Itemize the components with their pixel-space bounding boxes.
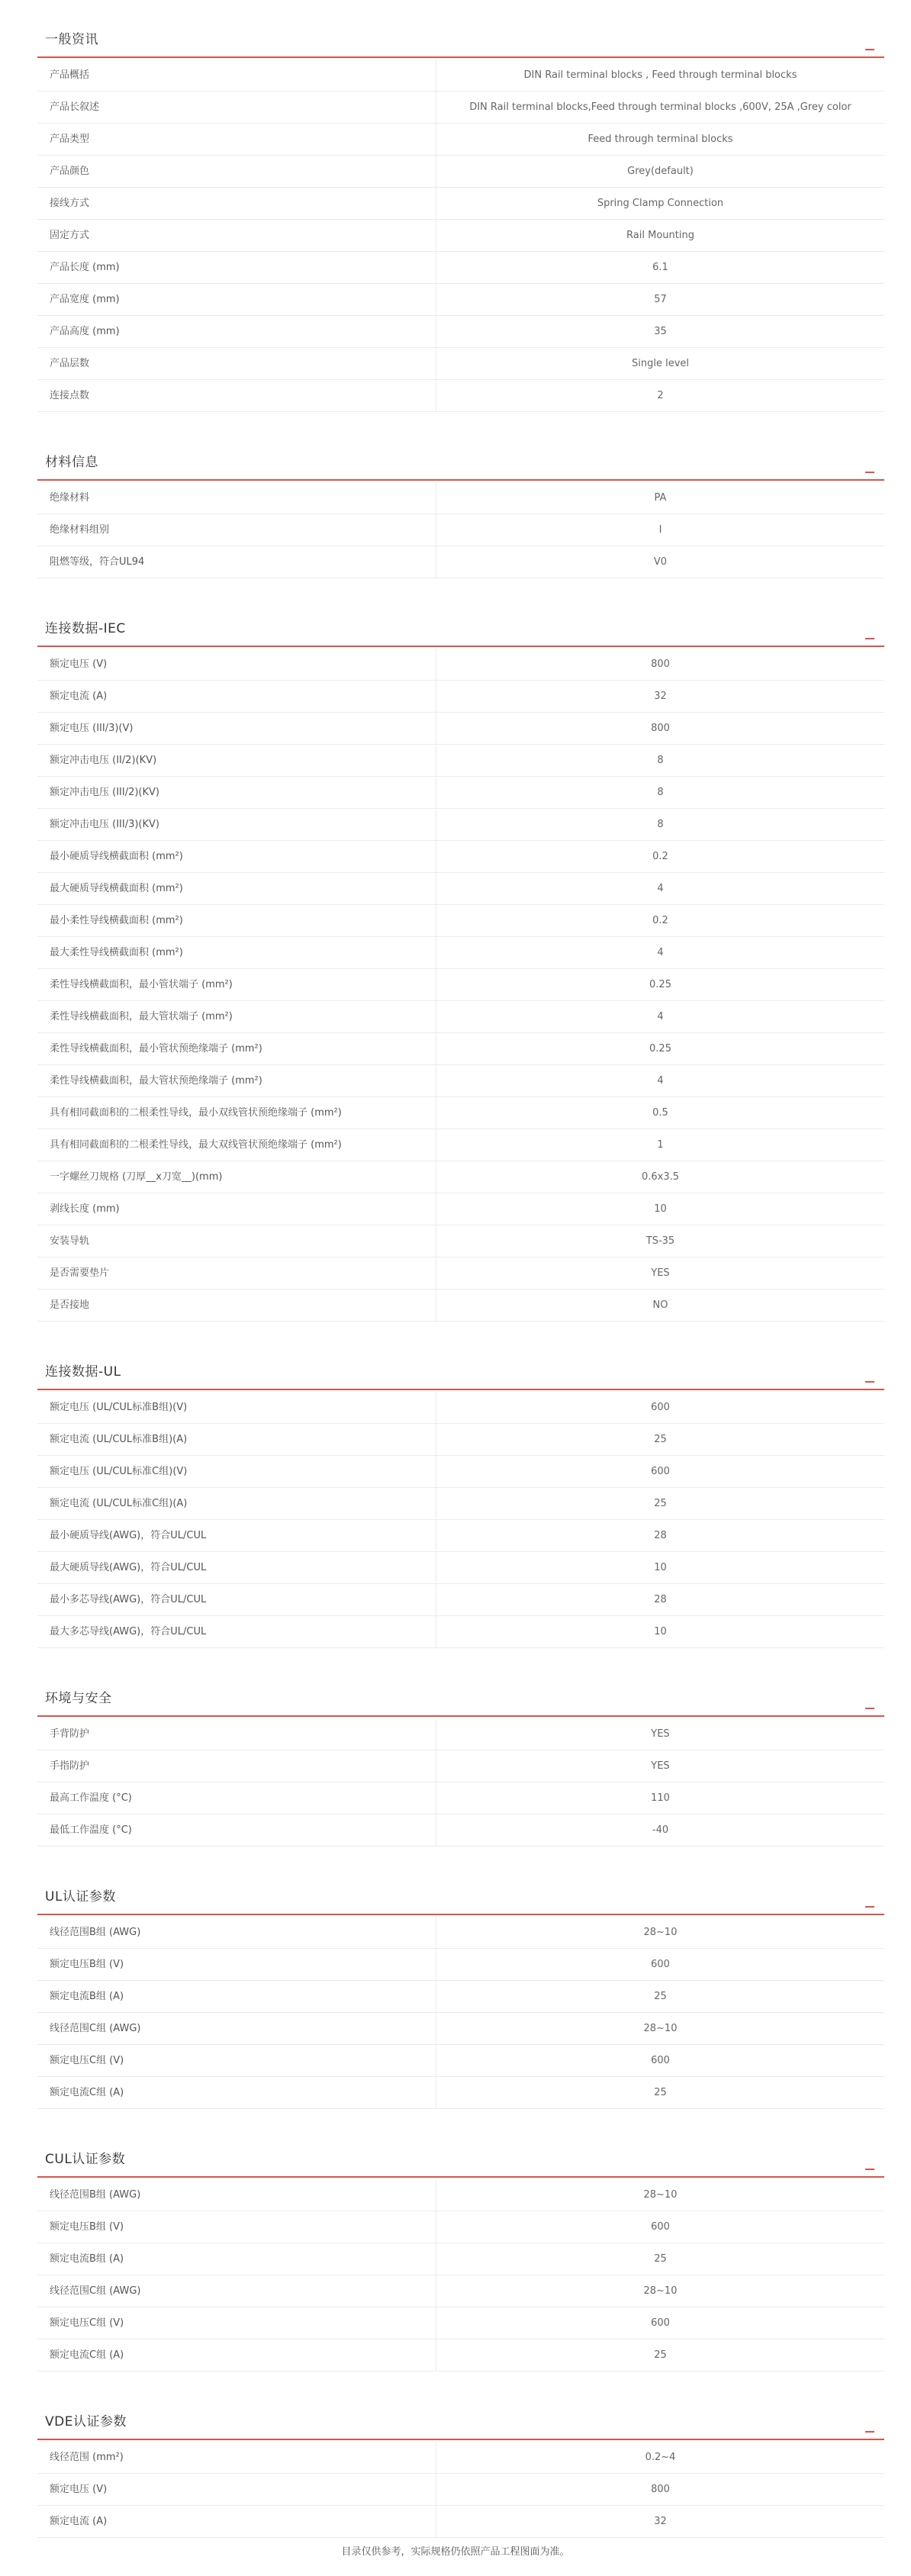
table-row	[37, 546, 884, 578]
collapse-icon[interactable]	[864, 467, 875, 473]
table-row	[37, 681, 884, 713]
spec-value: 10	[654, 1562, 667, 1573]
spec-value: 0.6x3.5	[641, 1171, 680, 1183]
table-row	[37, 2077, 884, 2109]
spec-value: 800	[651, 723, 670, 734]
table-row	[37, 1782, 884, 1814]
spec-value: 1	[657, 1139, 664, 1151]
table-row	[37, 1161, 884, 1193]
table-row	[37, 1033, 884, 1065]
spec-value: 10	[654, 1203, 667, 1215]
spec-label: 线径范围B组 (AWG)	[37, 2179, 436, 2211]
spec-value: I	[658, 524, 662, 536]
spec-sections	[37, 0, 884, 2549]
spec-label: 柔性导线横截面积，最小管状端子 (mm²)	[37, 969, 436, 1000]
spec-value: 0.2	[652, 851, 668, 862]
spec-section	[37, 1659, 884, 1857]
spec-label: 额定冲击电压 (II/2)(KV)	[37, 745, 436, 776]
spec-value: 0.5	[652, 1107, 668, 1119]
table-row	[37, 2045, 884, 2077]
spec-label: 连接点数	[37, 380, 436, 411]
spec-value: Single level	[631, 358, 689, 369]
spec-label: 最小柔性导线横截面积 (mm²)	[37, 905, 436, 936]
table-row	[37, 1814, 884, 1847]
spec-value: 4	[657, 883, 664, 894]
spec-value: 25	[654, 2087, 667, 2098]
spec-table	[37, 481, 884, 578]
table-row	[37, 1097, 884, 1129]
spec-value: 35	[654, 326, 667, 337]
spec-value: 8	[657, 819, 664, 830]
section-title: 连接数据-IEC	[45, 621, 126, 636]
spec-label: 手指防护	[37, 1750, 436, 1782]
section-header[interactable]	[37, 0, 884, 58]
spec-value: 25	[654, 2253, 667, 2265]
spec-value: 28	[654, 1594, 667, 1605]
table-row	[37, 777, 884, 809]
spec-label: 产品长度 (mm)	[37, 252, 436, 283]
collapse-icon[interactable]	[864, 633, 875, 639]
table-row	[37, 969, 884, 1001]
spec-label: 柔性导线横截面积，最大管状端子 (mm²)	[37, 1001, 436, 1032]
spec-value: 600	[651, 1466, 670, 1477]
table-row	[37, 1257, 884, 1290]
spec-label: 额定电压B组 (V)	[37, 2211, 436, 2243]
spec-value: 4	[657, 1075, 664, 1087]
spec-section	[37, 423, 884, 589]
spec-label: 一字螺丝刀规格 (刀厚__x刀宽__)(mm)	[37, 1161, 436, 1193]
spec-label: 额定冲击电压 (III/2)(KV)	[37, 777, 436, 808]
spec-value: 600	[651, 2221, 670, 2233]
collapse-icon[interactable]	[864, 44, 875, 50]
spec-label: 额定电流 (A)	[37, 2506, 436, 2537]
table-row	[37, 841, 884, 873]
spec-table	[37, 1717, 884, 1847]
spec-value: 25	[654, 1434, 667, 1445]
spec-value: 6.1	[652, 262, 668, 273]
spec-table	[37, 58, 884, 412]
spec-value: Spring Clamp Connection	[597, 198, 724, 209]
spec-label: 产品类型	[37, 124, 436, 155]
spec-label: 是否接地	[37, 1290, 436, 1321]
spec-table	[37, 1915, 884, 2109]
spec-label: 线径范围 (mm²)	[37, 2442, 436, 2473]
spec-section	[37, 1857, 884, 2120]
section-spacer	[37, 2372, 884, 2382]
spec-value: 4	[657, 1011, 664, 1022]
spec-label: 绝缘材料组别	[37, 514, 436, 546]
spec-label: 固定方式	[37, 220, 436, 251]
spec-value: -40	[652, 1824, 669, 1836]
spec-section	[37, 1332, 884, 1659]
spec-value: 0.25	[649, 979, 671, 990]
table-row	[37, 156, 884, 188]
table-row	[37, 220, 884, 252]
table-row	[37, 1001, 884, 1033]
spec-value: 25	[654, 2349, 667, 2361]
spec-label: 额定电流C组 (A)	[37, 2077, 436, 2108]
table-row	[37, 316, 884, 348]
spec-value: 0.2	[652, 915, 668, 926]
section-title: 一般资讯	[45, 32, 98, 47]
spec-value: DIN Rail terminal blocks,Feed through terminal blocks ,600V, 25A ,Grey color	[469, 101, 851, 113]
spec-label: 产品宽度 (mm)	[37, 284, 436, 315]
spec-value: Grey(default)	[627, 166, 694, 177]
table-row	[37, 2179, 884, 2211]
table-row	[37, 1290, 884, 1322]
spec-label: 额定电压 (UL/CUL标准B组)(V)	[37, 1392, 436, 1423]
spec-value: 800	[651, 2484, 670, 2495]
section-header[interactable]	[37, 2382, 884, 2440]
spec-label: 具有相同截面积的二根柔性导线，最大双线管状预绝缘端子 (mm²)	[37, 1129, 436, 1161]
spec-label: 产品高度 (mm)	[37, 316, 436, 347]
table-row	[37, 2275, 884, 2307]
table-row	[37, 1129, 884, 1161]
section-spacer	[37, 1648, 884, 1659]
spec-value: YES	[651, 1267, 670, 1279]
section-header[interactable]	[37, 423, 884, 481]
spec-value: 0.2~4	[645, 2452, 676, 2463]
section-spacer	[37, 578, 884, 589]
table-row	[37, 284, 884, 316]
table-row	[37, 2442, 884, 2474]
spec-label: 安装导轨	[37, 1225, 436, 1257]
spec-label: 线径范围C组 (AWG)	[37, 2013, 436, 2044]
spec-label: 产品颜色	[37, 156, 436, 187]
section-header[interactable]	[37, 2120, 884, 2178]
spec-value: 0.25	[649, 1043, 671, 1055]
collapse-icon[interactable]	[864, 2426, 875, 2433]
spec-label: 额定电压C组 (V)	[37, 2045, 436, 2076]
spec-value: 57	[654, 294, 667, 305]
table-row	[37, 1225, 884, 1257]
spec-value: NO	[652, 1299, 668, 1311]
spec-label: 最大硬质导线(AWG)，符合UL/CUL	[37, 1552, 436, 1583]
spec-label: 最大柔性导线横截面积 (mm²)	[37, 937, 436, 968]
spec-label: 线径范围B组 (AWG)	[37, 1917, 436, 1948]
spec-value: TS-35	[645, 1235, 675, 1247]
table-row	[37, 1065, 884, 1097]
table-row	[37, 937, 884, 969]
spec-label: 最大多芯导线(AWG)，符合UL/CUL	[37, 1616, 436, 1647]
spec-value: 28~10	[643, 2189, 678, 2201]
spec-value: 600	[651, 2055, 670, 2066]
table-row	[37, 1981, 884, 2013]
spec-value: 600	[651, 2317, 670, 2329]
section-header[interactable]	[37, 1659, 884, 1717]
spec-section	[37, 2382, 884, 2549]
section-title: 环境与安全	[45, 1691, 112, 1706]
spec-label: 额定冲击电压 (III/3)(KV)	[37, 809, 436, 840]
spec-table	[37, 647, 884, 1322]
table-row	[37, 252, 884, 284]
table-row	[37, 2506, 884, 2538]
spec-section	[37, 2120, 884, 2382]
table-row	[37, 2243, 884, 2275]
footer-note: 目录仅供参考，实际规格仍依照产品工程图面为准。	[341, 2546, 570, 2558]
table-row	[37, 1949, 884, 1981]
table-row	[37, 482, 884, 514]
table-row	[37, 380, 884, 412]
spec-value: PA	[654, 492, 667, 504]
spec-label: 是否需要垫片	[37, 1257, 436, 1289]
section-header[interactable]	[37, 1857, 884, 1915]
table-row	[37, 873, 884, 905]
spec-label: 最大硬质导线横截面积 (mm²)	[37, 873, 436, 904]
section-spacer	[37, 412, 884, 423]
spec-label: 额定电流B组 (A)	[37, 1981, 436, 2012]
section-title: VDE认证参数	[45, 2414, 127, 2429]
spec-label: 接线方式	[37, 188, 436, 219]
table-row	[37, 1520, 884, 1552]
spec-label: 手背防护	[37, 1718, 436, 1750]
section-header[interactable]	[37, 589, 884, 647]
spec-value: 110	[651, 1792, 670, 1804]
section-title: UL认证参数	[45, 1889, 116, 1905]
spec-label: 额定电压 (III/3)(V)	[37, 713, 436, 744]
table-row	[37, 1616, 884, 1648]
spec-value: Rail Mounting	[626, 230, 694, 241]
table-row	[37, 649, 884, 681]
spec-label: 额定电压C组 (V)	[37, 2307, 436, 2339]
spec-label: 柔性导线横截面积，最小管状预绝缘端子 (mm²)	[37, 1033, 436, 1064]
spec-section	[37, 589, 884, 1332]
spec-value: 600	[651, 1959, 670, 1970]
section-title: CUL认证参数	[45, 2152, 126, 2167]
spec-label: 最低工作温度 (°C)	[37, 1814, 436, 1846]
spec-label: 最小硬质导线横截面积 (mm²)	[37, 841, 436, 872]
section-title: 材料信息	[45, 455, 98, 470]
table-row	[37, 713, 884, 745]
spec-value: 8	[657, 787, 664, 798]
spec-table	[37, 2440, 884, 2538]
table-row	[37, 1456, 884, 1488]
spec-label: 额定电压 (UL/CUL标准C组)(V)	[37, 1456, 436, 1487]
collapse-icon[interactable]	[864, 2164, 875, 2170]
collapse-icon[interactable]	[864, 1703, 875, 1709]
spec-section	[37, 0, 884, 423]
table-row	[37, 809, 884, 841]
spec-value: 28~10	[643, 2023, 678, 2034]
spec-value: 32	[654, 691, 667, 702]
spec-value: 28	[654, 1530, 667, 1541]
table-row	[37, 2013, 884, 2045]
table-row	[37, 1392, 884, 1424]
spec-value: 25	[654, 1498, 667, 1509]
table-row	[37, 1750, 884, 1782]
spec-label: 阻燃等级，符合UL94	[37, 546, 436, 578]
spec-table	[37, 1390, 884, 1648]
spec-label: 最高工作温度 (°C)	[37, 1782, 436, 1814]
table-row	[37, 2307, 884, 2339]
collapse-icon[interactable]	[864, 1901, 875, 1908]
section-spacer	[37, 2109, 884, 2120]
section-spacer	[37, 1847, 884, 1857]
spec-value: 800	[651, 658, 670, 670]
spec-label: 额定电压B组 (V)	[37, 1949, 436, 1980]
table-row	[37, 2474, 884, 2506]
spec-label: 额定电压 (V)	[37, 649, 436, 680]
table-row	[37, 2339, 884, 2372]
spec-value: V0	[653, 556, 668, 568]
spec-label: 额定电流B组 (A)	[37, 2243, 436, 2275]
collapse-icon[interactable]	[864, 1377, 875, 1383]
table-row	[37, 745, 884, 777]
table-row	[37, 1718, 884, 1750]
section-header[interactable]	[37, 1332, 884, 1390]
spec-value: 28~10	[643, 1927, 678, 1938]
spec-value: Feed through terminal blocks	[587, 134, 733, 145]
table-row	[37, 188, 884, 220]
spec-label: 剥线长度 (mm)	[37, 1193, 436, 1225]
spec-value: 10	[654, 1626, 667, 1637]
table-row	[37, 1552, 884, 1584]
table-row	[37, 1584, 884, 1616]
spec-value: DIN Rail terminal blocks , Feed through terminal blocks	[523, 69, 797, 81]
spec-value: 2	[657, 390, 664, 401]
table-row	[37, 1917, 884, 1949]
spec-value: 600	[651, 1402, 670, 1413]
table-row	[37, 348, 884, 380]
spec-label: 产品长叙述	[37, 92, 436, 123]
spec-value: 4	[657, 947, 664, 958]
table-row	[37, 905, 884, 937]
spec-value: YES	[651, 1760, 670, 1772]
table-row	[37, 1193, 884, 1225]
table-row	[37, 92, 884, 124]
spec-label: 额定电流 (UL/CUL标准B组)(A)	[37, 1424, 436, 1455]
table-row	[37, 60, 884, 92]
spec-label: 最小多芯导线(AWG)，符合UL/CUL	[37, 1584, 436, 1615]
spec-label: 具有相同截面积的二根柔性导线，最小双线管状预绝缘端子 (mm²)	[37, 1097, 436, 1129]
table-row	[37, 2211, 884, 2243]
section-title: 连接数据-UL	[45, 1364, 121, 1380]
spec-label: 产品层数	[37, 348, 436, 379]
table-row	[37, 1424, 884, 1456]
table-row	[37, 124, 884, 156]
spec-value: 25	[654, 1991, 667, 2002]
spec-label: 绝缘材料	[37, 482, 436, 514]
spec-label: 产品概括	[37, 60, 436, 91]
table-row	[37, 514, 884, 546]
table-row	[37, 1488, 884, 1520]
spec-value: YES	[651, 1728, 670, 1740]
spec-value: 32	[654, 2516, 667, 2527]
spec-label: 额定电流 (UL/CUL标准C组)(A)	[37, 1488, 436, 1519]
spec-label: 额定电流C组 (A)	[37, 2339, 436, 2371]
spec-label: 线径范围C组 (AWG)	[37, 2275, 436, 2307]
spec-value: 8	[657, 755, 664, 766]
spec-label: 最小硬质导线(AWG)，符合UL/CUL	[37, 1520, 436, 1551]
spec-value: 28~10	[643, 2285, 678, 2297]
spec-table	[37, 2178, 884, 2372]
section-spacer	[37, 1322, 884, 1332]
spec-label: 额定电流 (A)	[37, 681, 436, 712]
spec-label: 额定电压 (V)	[37, 2474, 436, 2505]
spec-label: 柔性导线横截面积，最大管状预绝缘端子 (mm²)	[37, 1065, 436, 1096]
